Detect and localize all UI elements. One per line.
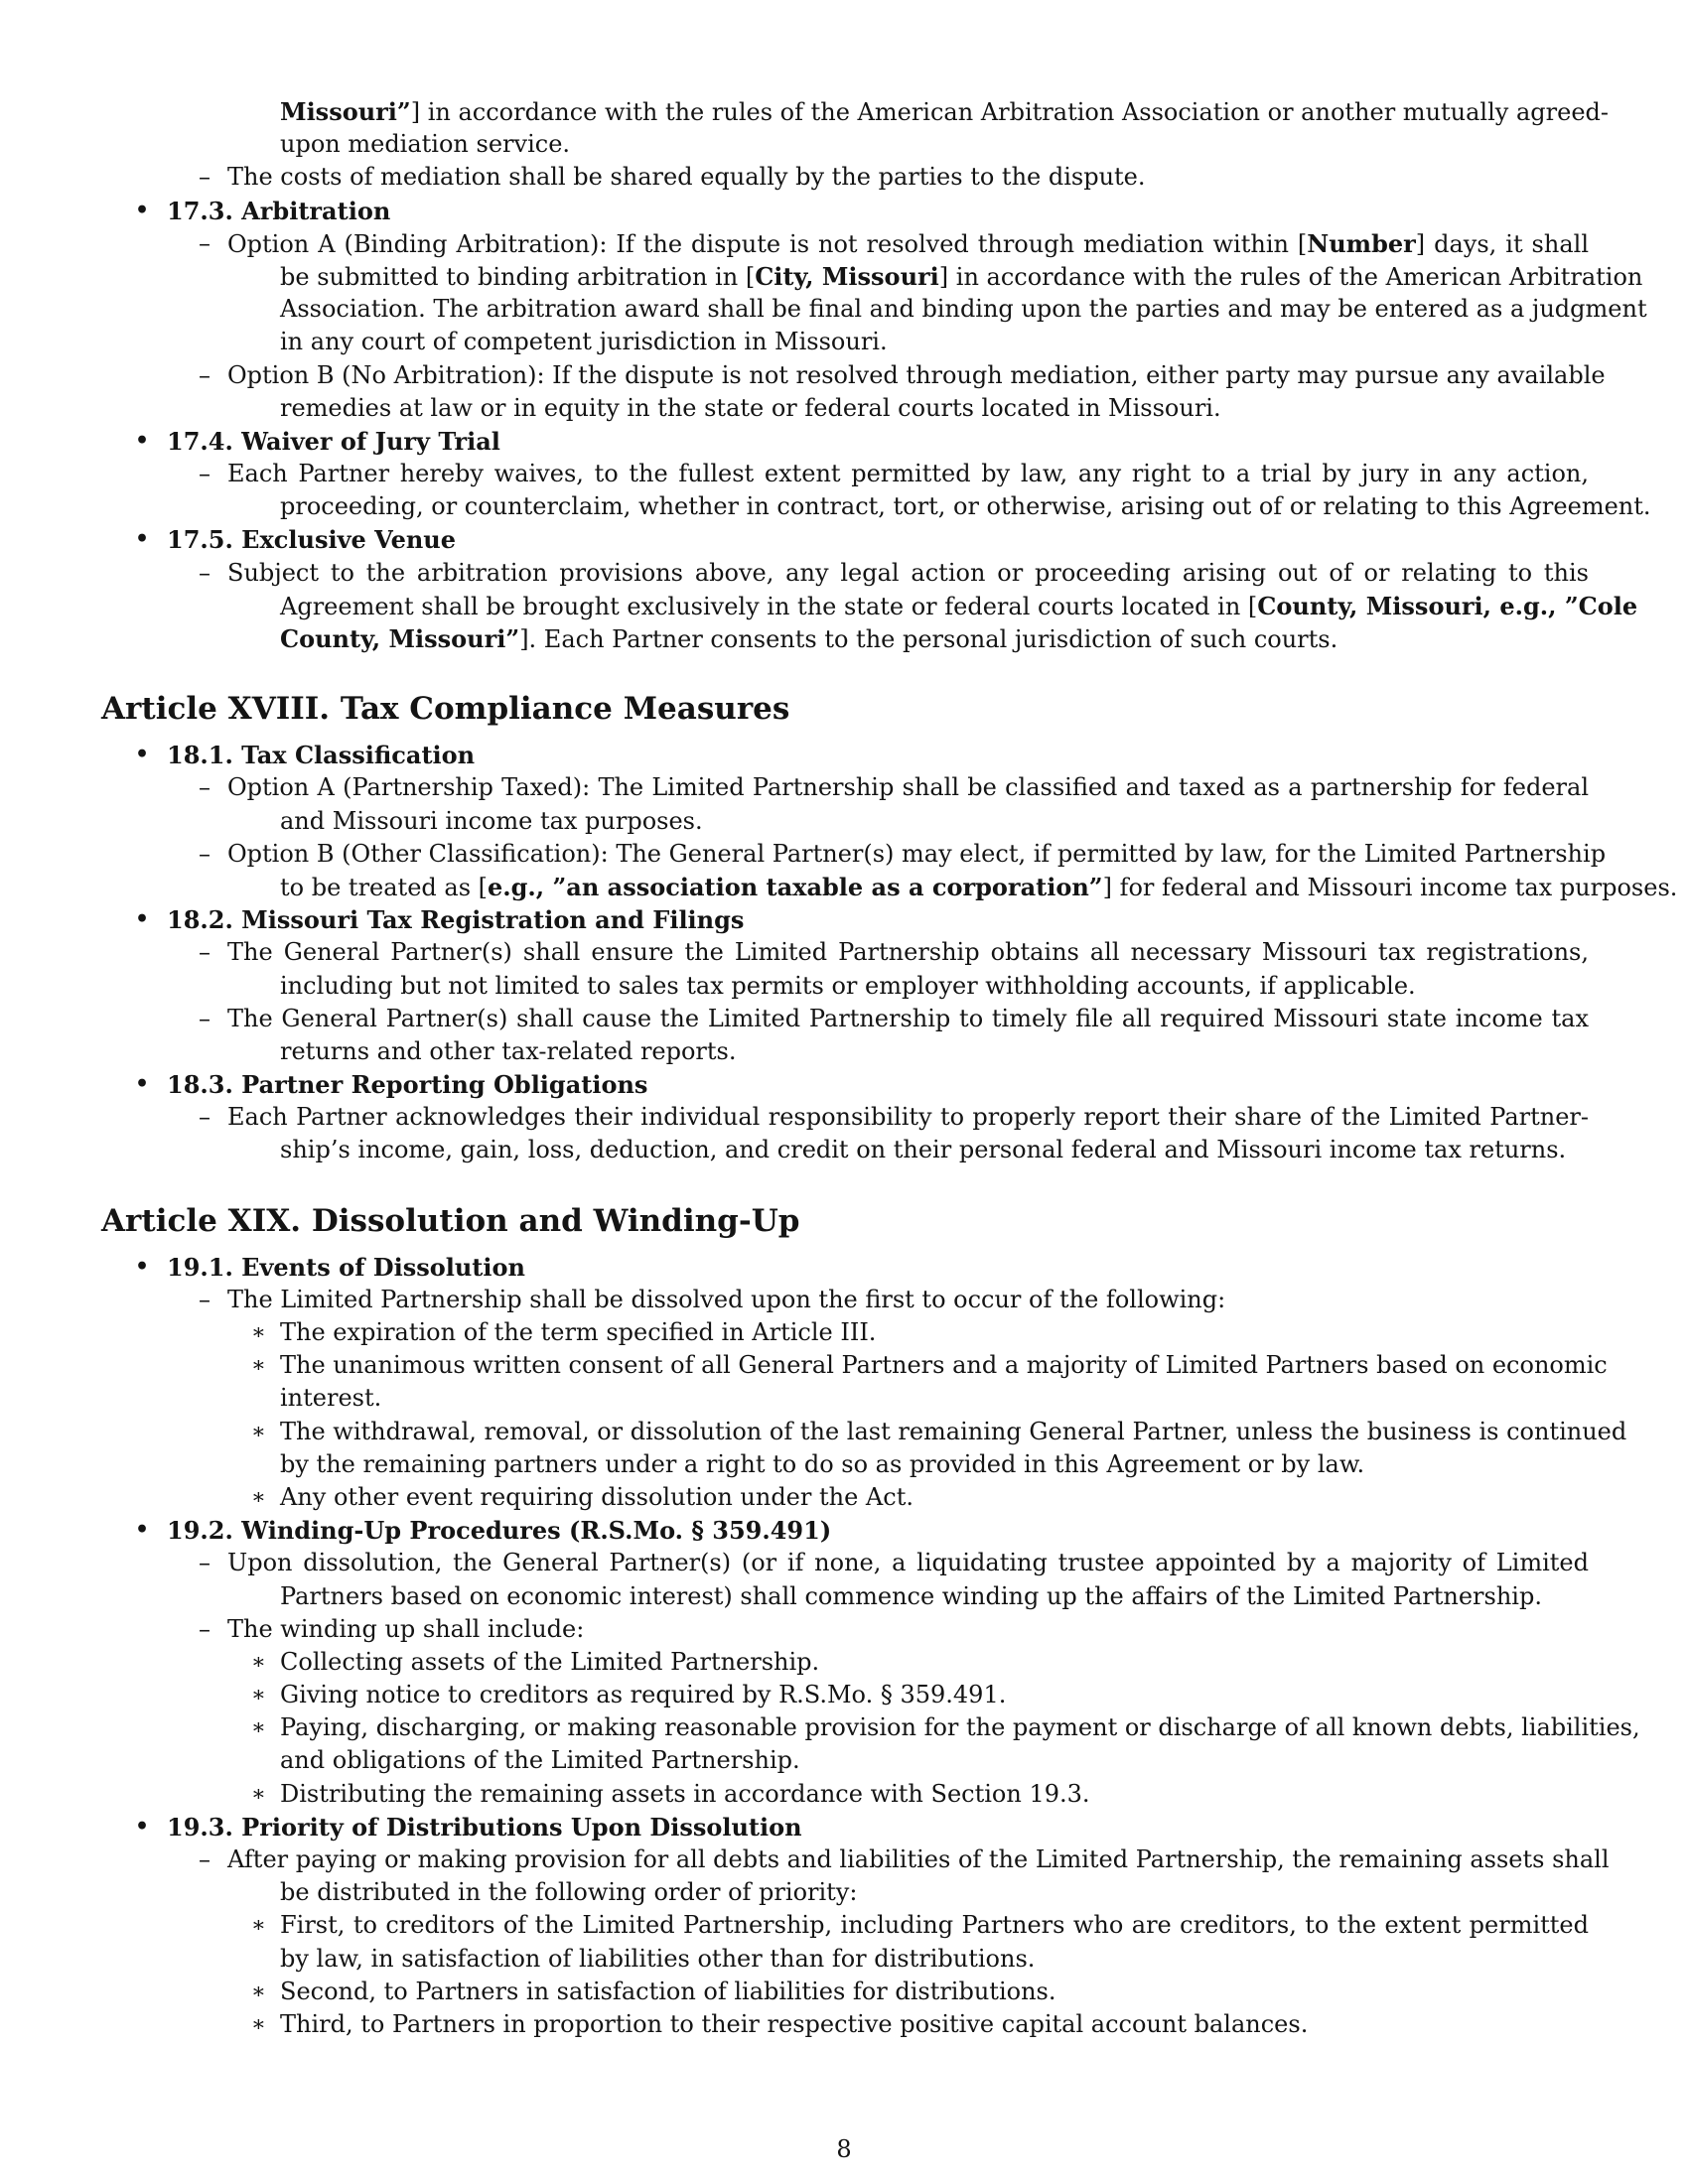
list-item: – The General Partner(s) shall cause the Limited Partnership to timely file all required Missouri state income tax	[199, 1004, 1589, 1032]
article-19-title: Article XIX. Dissolution and Winding-Up	[101, 1202, 800, 1239]
sub-list-item: ∗ Any other event requiring dissolution under the Act.	[251, 1482, 914, 1511]
sub-list-item: ∗ Collecting assets of the Limited Partnership.	[251, 1647, 820, 1676]
section-17-2-continuation	[99, 95, 1609, 195]
sub-list-item: ∗ Second, to Partners in satisfaction of liabilities for distributions.	[251, 1977, 1056, 2005]
list-item: – Each Partner acknowledges their individual responsibility to properly report their share of the Limited Partner-	[199, 1103, 1589, 1132]
article-18-title: Article XVIII. Tax Compliance Measures	[101, 691, 790, 728]
text-line: be submitted to binding arbitration in [City, Missouri] in accordance with the rules of the American Arbitration	[280, 261, 1643, 291]
page-number: 8	[836, 2135, 852, 2163]
list-item: – Option A (Partnership Taxed): The Limited Partnership shall be classified and taxed as a partnership for federal	[199, 773, 1589, 802]
section-heading: • 18.2. Missouri Tax Registration and Filings	[135, 905, 745, 935]
section-19-2	[99, 1514, 1640, 1811]
sub-list-item: ∗ First, to creditors of the Limited Partnership, including Partners who are creditors, to the extent permitted	[251, 1911, 1589, 1940]
text-line: Agreement shall be brought exclusively in the state or federal courts located in [County, Missouri, e.g., ”Cole	[280, 591, 1638, 620]
section-heading: • 18.3. Partner Reporting Obligations	[135, 1070, 648, 1100]
document-page	[99, 95, 1678, 2041]
section-18-3	[99, 1068, 1589, 1167]
list-item: – The Limited Partnership shall be dissolved upon the first to occur of the following:	[199, 1285, 1226, 1313]
text-line: Missouri”] in accordance with the rules of the American Arbitration Association or another mutually agreed-	[280, 97, 1609, 126]
section-heading: • 17.5. Exclusive Venue	[135, 525, 456, 555]
list-item: – The winding up shall include:	[199, 1614, 585, 1643]
text-line: by law, in satisfaction of liabilities other than for distributions.	[280, 1944, 1036, 1973]
section-17-3	[99, 195, 1647, 425]
section-heading: • 19.3. Priority of Distributions Upon Dissolution	[135, 1812, 802, 1842]
text-line: in any court of competent jurisdiction in Missouri.	[280, 328, 888, 356]
section-19-1	[99, 1251, 1627, 1515]
section-heading: • 17.4. Waiver of Jury Trial	[135, 426, 500, 456]
text-line: including but not limited to sales tax permits or employer withholding accounts, if applicable.	[280, 971, 1416, 1000]
text-line: and Missouri income tax purposes.	[280, 806, 703, 835]
sub-list-item: ∗ The expiration of the term specified in Article III.	[251, 1318, 877, 1346]
list-item: – Option B (No Arbitration): If the dispute is not resolved through mediation, either party may pursue any available	[199, 360, 1606, 389]
sub-list-item: ∗ Third, to Partners in proportion to their respective positive capital account balances.	[251, 2009, 1309, 2038]
section-17-4	[99, 425, 1651, 524]
sub-list-item: ∗ The unanimous written consent of all General Partners and a majority of Limited Partners based on economic	[251, 1351, 1608, 1380]
list-item: – Option A (Binding Arbitration): If the dispute is not resolved through mediation within [Number] days, it shall	[199, 228, 1589, 258]
section-heading: • 19.2. Winding-Up Procedures (R.S.Mo. § 359.491)	[135, 1516, 832, 1546]
section-18-2	[99, 903, 1589, 1068]
section-19-3	[99, 1811, 1610, 2041]
section-18-1	[99, 739, 1678, 903]
list-item: – Subject to the arbitration provisions above, any legal action or proceeding arising out of or relating to this	[199, 558, 1589, 587]
list-item: – After paying or making provision for all debts and liabilities of the Limited Partnership, the remaining assets shall	[199, 1845, 1610, 1873]
text-line: and obligations of the Limited Partnership.	[280, 1746, 800, 1775]
list-item: – Each Partner hereby waives, to the fullest extent permitted by law, any right to a trial by jury in any action,	[199, 460, 1589, 488]
sub-list-item: ∗ Distributing the remaining assets in accordance with Section 19.3.	[251, 1779, 1090, 1808]
section-heading: • 19.1. Events of Dissolution	[135, 1252, 525, 1282]
section-heading: • 18.1. Tax Classification	[135, 741, 476, 770]
text-line: to be treated as [e.g., ”an association taxable as a corporation”] for federal and Missouri income tax purposes.	[280, 872, 1678, 901]
text-line: interest.	[280, 1384, 382, 1413]
list-item: – Option B (Other Classification): The General Partner(s) may elect, if permitted by law, for the Limited Partnership	[199, 839, 1607, 868]
list-item: – Upon dissolution, the General Partner(s) (or if none, a liquidating trustee appointed by a majority of Limited	[199, 1549, 1589, 1577]
text-line: returns and other tax-related reports.	[280, 1036, 737, 1065]
sub-list-item: ∗ Giving notice to creditors as required by R.S.Mo. § 359.491.	[251, 1681, 1007, 1709]
text-line: ship’s income, gain, loss, deduction, and credit on their personal federal and Missouri income tax returns.	[280, 1136, 1567, 1164]
text-line: proceeding, or counterclaim, whether in contract, tort, or otherwise, arising out of or relating to this Agreement.	[280, 492, 1651, 521]
text-line: remedies at law or in equity in the state or federal courts located in Missouri.	[280, 393, 1221, 422]
text-line: Association. The arbitration award shall be final and binding upon the parties and may be entered as a judgment	[280, 295, 1647, 324]
section-heading: • 17.3. Arbitration	[135, 196, 391, 225]
text-line: County, Missouri”]. Each Partner consents to the personal jurisdiction of such courts.	[280, 624, 1338, 653]
sub-list-item: ∗ Paying, discharging, or making reasonable provision for the payment or discharge of all known debts, liabilities,	[251, 1713, 1640, 1742]
list-item: – The General Partner(s) shall ensure the Limited Partnership obtains all necessary Missouri tax registrations,	[199, 938, 1589, 967]
text-line: be distributed in the following order of priority:	[280, 1878, 858, 1907]
list-item: – The costs of mediation shall be shared equally by the parties to the dispute.	[199, 163, 1146, 192]
sub-list-item: ∗ The withdrawal, removal, or dissolution of the last remaining General Partner, unless the business is continued	[251, 1417, 1627, 1445]
text-line: upon mediation service.	[280, 130, 571, 159]
text-line: by the remaining partners under a right to do so as provided in this Agreement or by law.	[280, 1449, 1365, 1478]
section-17-5	[99, 523, 1638, 655]
text-line: Partners based on economic interest) shall commence winding up the affairs of the Limited Partnership.	[280, 1581, 1542, 1610]
